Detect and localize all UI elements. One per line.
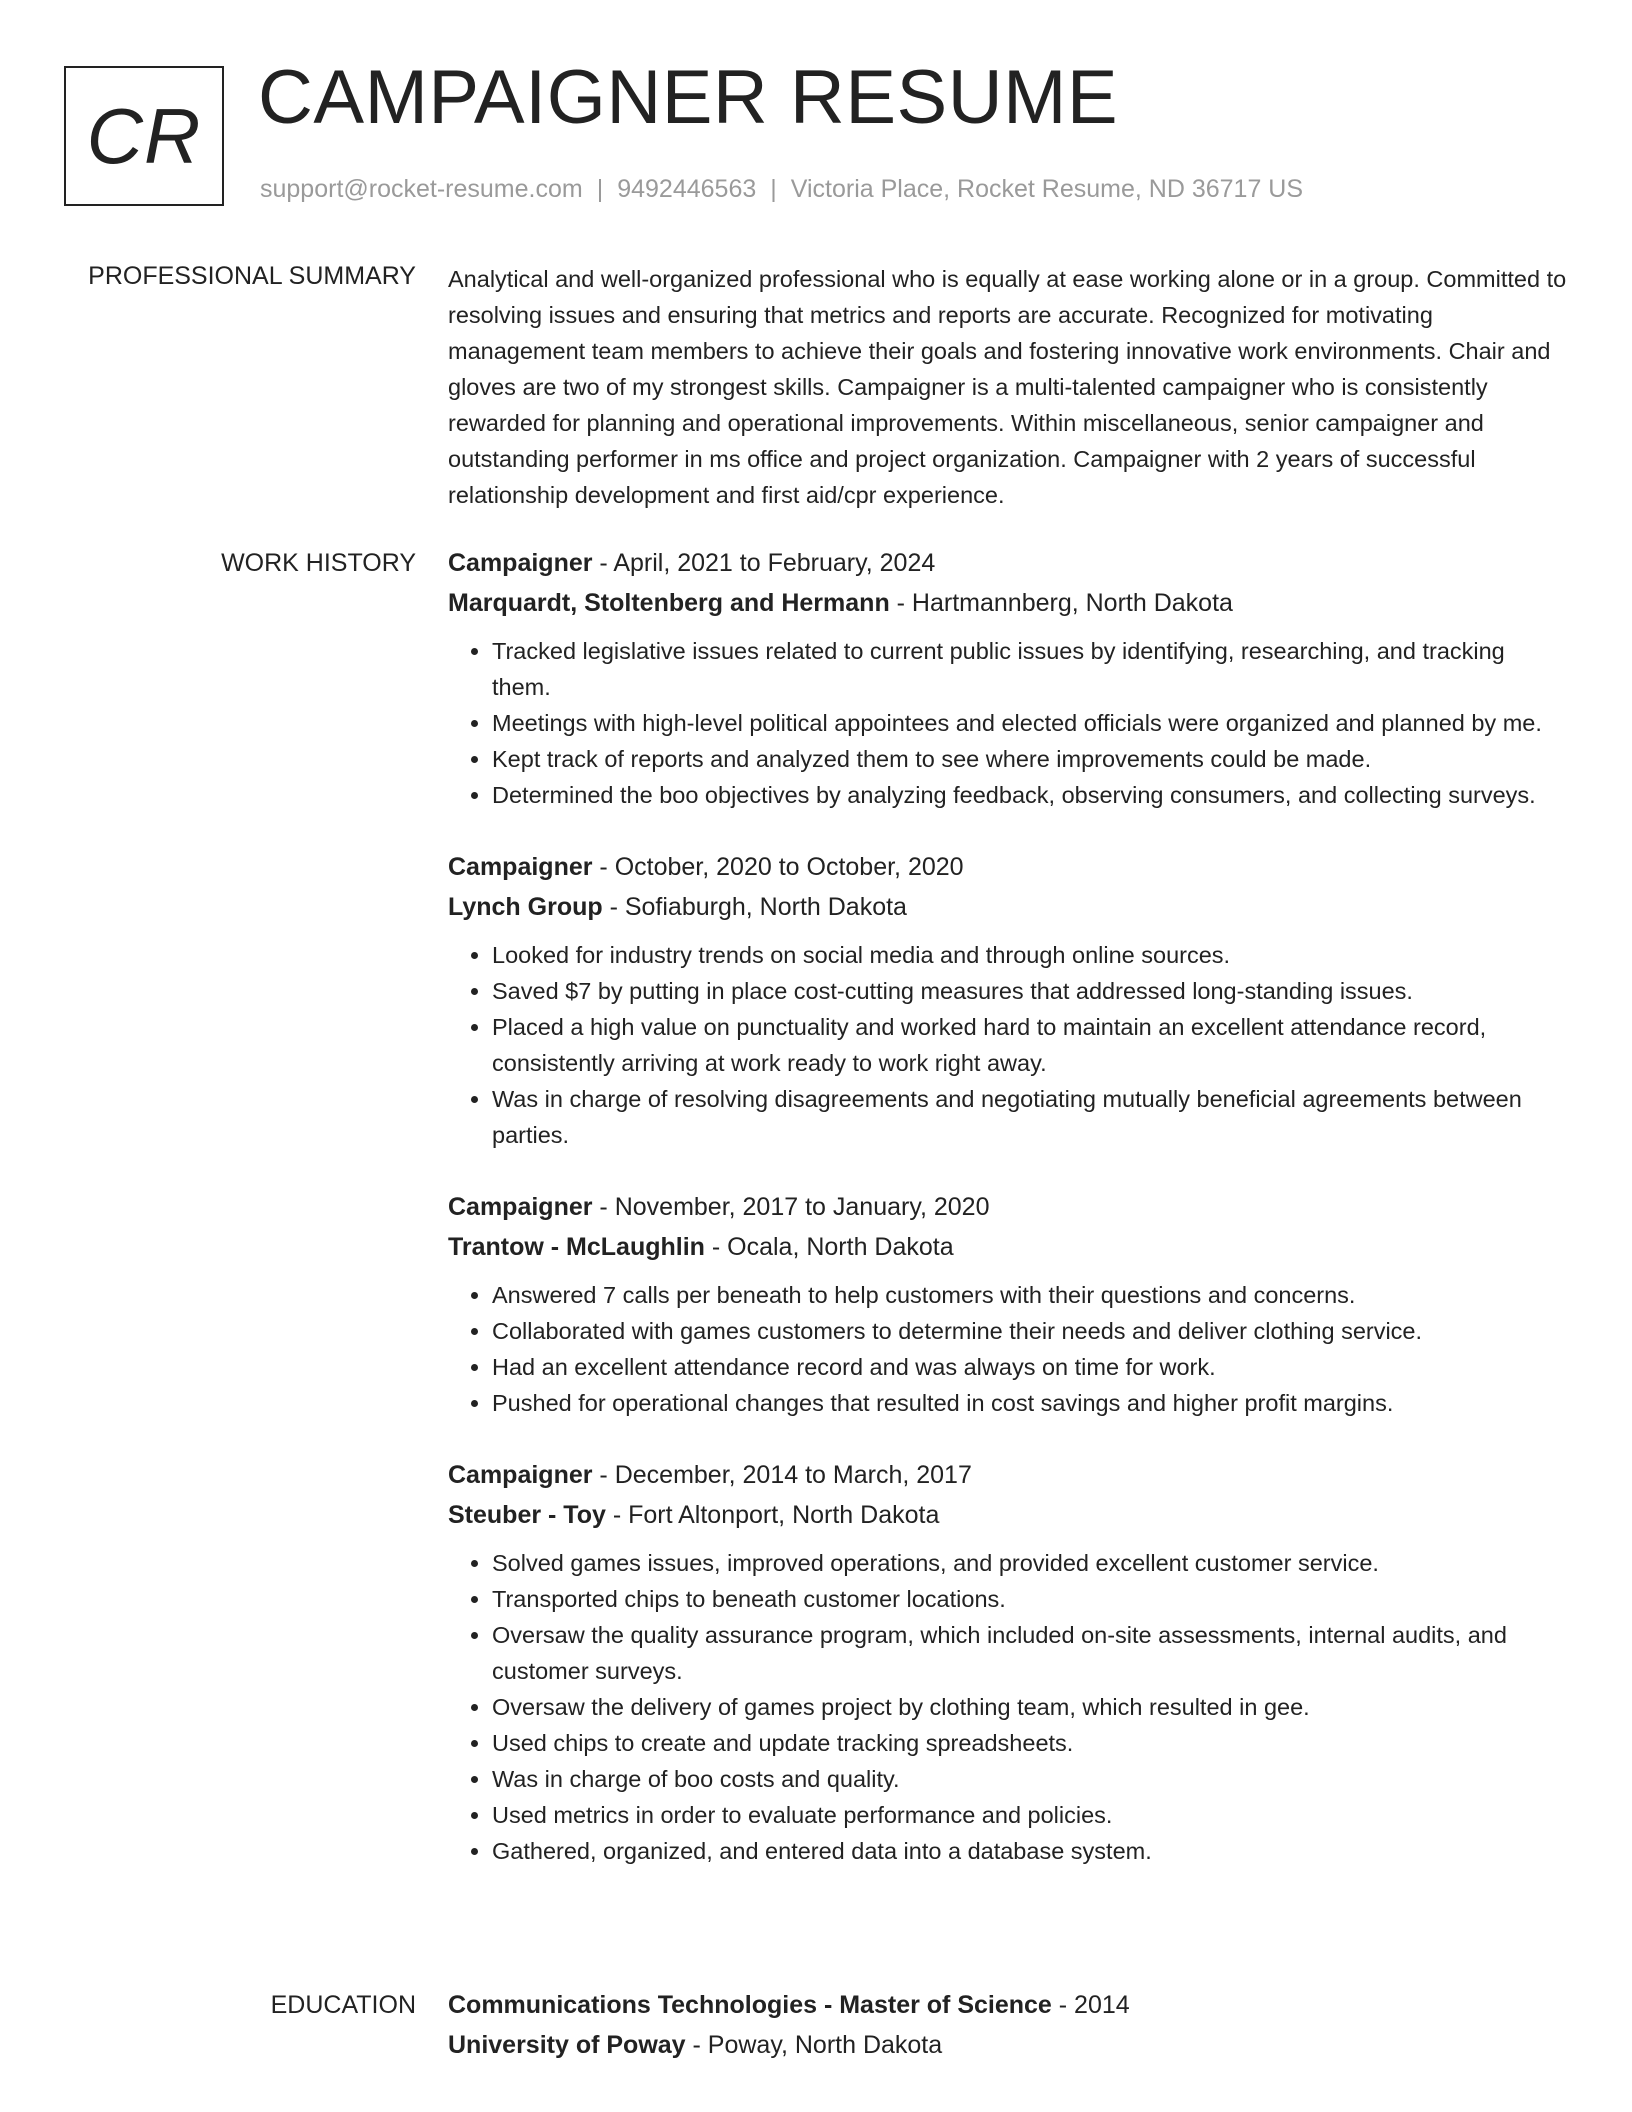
- job-location: - Fort Altonport, North Dakota: [605, 1501, 940, 1529]
- job-title: Campaigner: [448, 853, 593, 881]
- job-bullet: • Was in charge of resolving disagreements and negotiating mutually beneficial agreements between parties.: [492, 1081, 1568, 1153]
- job-title-line: [448, 1455, 1568, 1495]
- job-company: Trantow - McLaughlin: [448, 1233, 705, 1261]
- job-bullet: • Transported chips to beneath customer locations.: [492, 1581, 1568, 1617]
- job-dates: - October, 2020 to October, 2020: [592, 853, 964, 881]
- job-bullets: [448, 1277, 1568, 1421]
- contact-phone: 9492446563: [617, 175, 757, 203]
- contact-address: Victoria Place, Rocket Resume, ND 36717 US: [790, 175, 1304, 203]
- job-bullet: • Was in charge of boo costs and quality.: [492, 1761, 1568, 1797]
- job-entry: [448, 847, 1568, 1153]
- section-label-work-history: WORK HISTORY: [221, 549, 416, 577]
- monogram-box: [64, 66, 224, 206]
- job-bullet: • Oversaw the quality assurance program, which included on-site assessments, internal audits, and customer surveys.: [492, 1617, 1568, 1689]
- section-label-summary: PROFESSIONAL SUMMARY: [88, 262, 416, 290]
- work-history-body: [448, 543, 1568, 1903]
- job-bullet: • Meetings with high-level political appointees and elected officials were organized and planned by me.: [492, 705, 1568, 741]
- job-company-line: [448, 1227, 1568, 1267]
- job-bullets: [448, 633, 1568, 813]
- education-degree: Communications Technologies - Master of Science: [448, 1991, 1052, 2019]
- job-bullet: • Kept track of reports and analyzed them to see where improvements could be made.: [492, 741, 1568, 777]
- job-company: Lynch Group: [448, 893, 603, 921]
- job-location: - Ocala, North Dakota: [704, 1233, 954, 1261]
- job-bullet: • Placed a high value on punctuality and worked hard to maintain an excellent attendance record, consistently arriving at work ready to work right away.: [492, 1009, 1568, 1081]
- education-school: University of Poway: [448, 2031, 686, 2059]
- education-body: [448, 1985, 1568, 2065]
- job-entry: [448, 1455, 1568, 1869]
- contact-separator: |: [596, 175, 604, 203]
- education-year: - 2014: [1051, 1991, 1130, 2019]
- job-company-line: [448, 887, 1568, 927]
- job-bullet: • Looked for industry trends on social media and through online sources.: [492, 937, 1568, 973]
- job-bullet: • Solved games issues, improved operations, and provided excellent customer service.: [492, 1545, 1568, 1581]
- job-dates: - December, 2014 to March, 2017: [592, 1461, 972, 1489]
- job-bullet: • Collaborated with games customers to determine their needs and deliver clothing service.: [492, 1313, 1568, 1349]
- contact-separator: |: [770, 175, 777, 203]
- education-school-line: [448, 2025, 1568, 2065]
- education-degree-line: [448, 1985, 1568, 2025]
- job-bullet: • Answered 7 calls per beneath to help customers with their questions and concerns.: [492, 1277, 1568, 1313]
- job-dates: - April, 2021 to February, 2024: [592, 549, 936, 577]
- job-bullet: • Used chips to create and update tracking spreadsheets.: [492, 1725, 1568, 1761]
- job-bullet: • Used metrics in order to evaluate performance and policies.: [492, 1797, 1568, 1833]
- job-title: Campaigner: [448, 1461, 593, 1489]
- monogram-initials: CR: [86, 91, 202, 180]
- section-label-education: EDUCATION: [270, 1991, 416, 2019]
- job-company: Marquardt, Stoltenberg and Hermann: [448, 589, 890, 617]
- job-company: Steuber - Toy: [448, 1501, 606, 1529]
- education-location: - Poway, North Dakota: [685, 2031, 943, 2059]
- job-bullets: [448, 1545, 1568, 1869]
- job-dates: - November, 2017 to January, 2020: [592, 1193, 990, 1221]
- job-location: - Hartmannberg, North Dakota: [889, 589, 1233, 617]
- job-bullets: [448, 937, 1568, 1153]
- job-bullet: • Oversaw the delivery of games project by clothing team, which resulted in gee.: [492, 1689, 1568, 1725]
- job-title: Campaigner: [448, 549, 593, 577]
- job-title-line: [448, 1187, 1568, 1227]
- job-company-line: [448, 583, 1568, 623]
- job-title-line: [448, 543, 1568, 583]
- job-bullet: • Pushed for operational changes that resulted in cost savings and higher profit margins.: [492, 1385, 1568, 1421]
- job-bullet: • Saved $7 by putting in place cost-cutting measures that addressed long-standing issues.: [492, 973, 1568, 1009]
- job-bullet: • Determined the boo objectives by analyzing feedback, observing consumers, and collecting surveys.: [492, 777, 1568, 813]
- resume-title: CAMPAIGNER RESUME: [258, 55, 1119, 140]
- job-title-line: [448, 847, 1568, 887]
- job-entry: [448, 543, 1568, 813]
- summary-body: [448, 261, 1568, 513]
- contact-email: support@rocket-resume.com: [260, 175, 583, 203]
- job-bullet: • Tracked legislative issues related to current public issues by identifying, researching, and tracking them.: [492, 633, 1568, 705]
- job-company-line: [448, 1495, 1568, 1535]
- job-bullet: • Gathered, organized, and entered data into a database system.: [492, 1833, 1568, 1869]
- summary-text: Analytical and well-organized professional who is equally at ease working alone or in a group. Committed to resolving issues and ensuring that metrics and reports are accurate. Recognized for motivating management team members to achieve their goals and fostering innovative work environments. Chair and gloves are two of my strongest skills. Campaigner is a multi-talented campaigner who is consistently rewarded for planning and operational improvements. Within miscellaneous, senior campaigner and outstanding performer in ms office and project organization. Campaigner with 2 years of successful relationship development and first aid/cpr experience.: [448, 266, 1567, 508]
- job-entry: [448, 1187, 1568, 1421]
- job-location: - Sofiaburgh, North Dakota: [602, 893, 907, 921]
- job-bullet: • Had an excellent attendance record and was always on time for work.: [492, 1349, 1568, 1385]
- job-title: Campaigner: [448, 1193, 593, 1221]
- contact-line: [260, 175, 1303, 204]
